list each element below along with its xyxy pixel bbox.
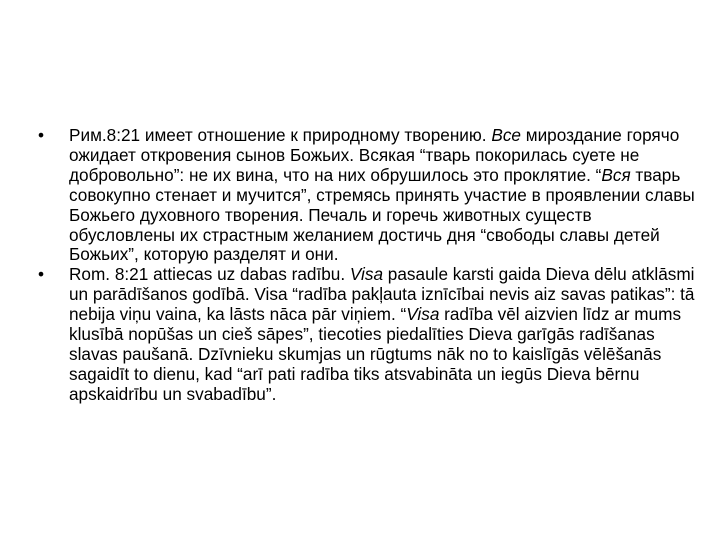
bullet-marker: • [38, 264, 45, 285]
text-segment: pasaule karsti gaida Dieva dēlu atklāsmi un parādīšanos godībā. Visa “radība pakļauta iznīcībai nevis aiz savas patikas”: tā nebija viņu vaina, ka lāsts nāca pār viņiem. “ [69, 264, 695, 325]
text-segment: radība vēl aizvien līdz ar mums klusībā nopūšas un cieš sāpes”, tiecoties piedalīties Dieva garīgās radīšanas slavas paušanā. Dzīvnieku skumjas un rūgtums nāk no to kaislīgās vēlēšanās sagaidīt to dienu, kad “arī pati radība tiks atsvabināta un iegūs Dieva bērnu apskaidrību un svabadību”. [69, 304, 682, 404]
text-segment: Rom. 8:21 attiecas uz dabas radību. [69, 264, 350, 285]
bullet-text-latvian [69, 265, 700, 404]
text-segment: Рим.8:21 имеет отношение к природному творению. [69, 125, 492, 145]
text-segment: мироздание горячо ожидает откровения сынов Божьих. Всякая “тварь покорилась суете не добровольно”: не их вина, что на них обрушилось это проклятие. “ [69, 125, 680, 185]
text-segment: тварь совокупно стенает и мучится”, стремясь принять участие в проявлении славы Божьего духовного творения. Печаль и горечь животных существ обусловлены их страстным желанием достичь дня “свободы славы детей Божьих”, которую разделят и они. [69, 164, 695, 265]
italic-segment: Visa [349, 264, 384, 285]
bullet-marker: • [38, 125, 45, 145]
italic-segment: Все [491, 125, 521, 145]
italic-segment: Вся [601, 164, 631, 185]
bullet-list [38, 126, 700, 405]
bullet-text-russian [69, 126, 700, 265]
bullet-item-latvian [38, 265, 700, 404]
bullet-item-russian [38, 126, 700, 265]
italic-segment: Visa [406, 304, 440, 325]
